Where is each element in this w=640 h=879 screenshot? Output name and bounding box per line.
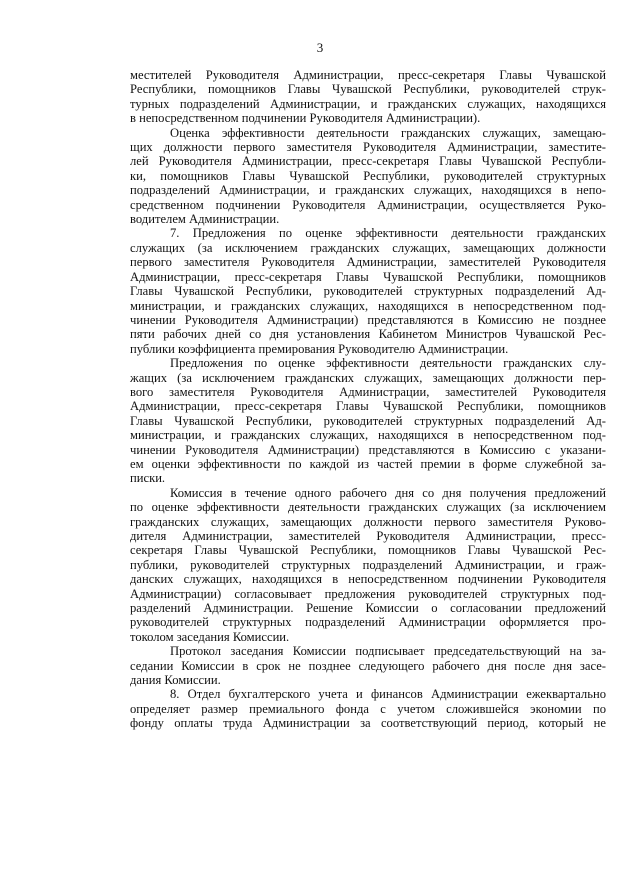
text-line: разделений Администрации. Решение Комиссии о согласовании предложений [130,601,606,616]
text-line: в непосредственном подчинении Руководителя Администрации). [130,111,481,126]
text-line: местителей Руководителя Администрации, пресс-секретаря Главы Чувашской [130,68,606,82]
text-line: 7. Предложения по оценке эффективности деятельности гражданских [170,226,606,241]
text-line: гражданских служащих, замещающих должности первого заместителя Руково- [130,514,606,529]
text-line: публики коэффициента премирования Руководителю Администрации. [130,341,509,356]
text-line: Оценка эффективности деятельности гражданских служащих, замещаю- [170,125,606,140]
page-number: 3 [316,40,324,55]
text-line: определяет размер премиального фонда с учетом сложившейся экономии по [130,701,606,716]
text-line: министрации, и гражданских служащих, находящихся в непосредственном под- [130,298,606,313]
text-line: подразделений Администрации, и гражданских служащих, находящихся в непо- [130,183,606,198]
text-line: дителя Администрации, заместителей Руководителя Администрации, пресс- [130,529,606,543]
paragraph [130,687,606,730]
text-line: Комиссия в течение одного рабочего дня со дня получения предложений [170,485,606,500]
text-line: лей Руководителя Администрации, пресс-секретаря Главы Чувашской Республи- [130,154,606,169]
paragraph [130,226,606,356]
text-line: 8. Отдел бухгалтерского учета и финансов Администрации ежеквартально [170,687,606,702]
text-line: вого заместителя Руководителя Администрации, заместителей Руководителя [130,384,606,399]
paragraph [130,644,606,687]
text-line: ем оценки эффективности по каждой из частей премии в форме служебной за- [130,456,606,471]
text-line: ки, помощников Главы Чувашской Республики, руководителей структурных [130,168,606,183]
document-body [130,68,606,731]
text-line: щих должности первого заместителя Руководителя Администрации, заместите- [130,140,606,155]
text-line: Администрации) согласовывает предложения руководителей структурных под- [130,586,606,601]
text-line: министрации, и гражданских служащих, находящихся в непосредственном под- [130,428,606,443]
text-line: руководителей структурных подразделений Администрации оформляется про- [130,615,606,630]
text-line: публики, руководителей структурных подразделений Администрации, и граж- [130,557,606,572]
text-line: Администрации, пресс-секретаря Главы Чувашской Республики, помощников [130,269,606,284]
text-line: Республики, помощников Главы Чувашской Республики, руководителей струк- [130,82,606,97]
text-line: Главы Чувашской Республики, руководителей структурных подразделений Ад- [130,413,606,428]
text-line: седании Комиссии в срок не позднее следующего рабочего дня после дня засе- [130,658,606,673]
text-line: чинении Руководителя Администрации) представляются в Комиссию с указани- [130,442,606,457]
text-line: токолом заседания Комиссии. [130,629,290,644]
text-line: турных подразделений Администрации, и гражданских служащих, находящихся [130,96,606,111]
text-line: фонду оплаты труда Администрации за соответствующий период, который не [130,716,606,731]
text-line: данских служащих, находящихся в непосредственном подчинении Руководителя [130,572,606,587]
text-line: писки. [130,471,166,486]
text-line: жащих (за исключением гражданских служащих, замещающих должности пер- [130,370,606,385]
paragraph [130,486,606,644]
paragraph [130,356,606,486]
paragraph [130,68,606,126]
text-line: водителем Администрации. [130,212,280,227]
text-line: по оценке эффективности деятельности гражданских служащих (за исключением [130,500,606,515]
text-line: чинении Руководителя Администрации) представляются в Комиссию не позднее [130,312,606,327]
text-line: Протокол заседания Комиссии подписывает председательствующий на за- [170,644,606,659]
text-line: Предложения по оценке эффективности деятельности гражданских слу- [170,356,606,371]
text-line: Администрации, пресс-секретаря Главы Чувашской Республики, помощников [130,399,606,414]
text-line: пяти рабочих дней со дня установления Кабинетом Министров Чувашской Рес- [130,327,606,342]
text-line: секретаря Главы Чувашской Республики, помощников Главы Чувашской Рес- [130,543,606,558]
text-line: дания Комиссии. [130,673,221,688]
paragraph [130,126,606,227]
text-line: служащих (за исключением гражданских служащих, замещающих должности [130,240,606,255]
text-line: Главы Чувашской Республики, руководителей структурных подразделений Ад- [130,284,606,299]
text-line: средственном подчинении Руководителя Администрации, осуществляется Руко- [130,197,606,212]
text-line: первого заместителя Руководителя Администрации, заместителей Руководителя [130,255,606,270]
